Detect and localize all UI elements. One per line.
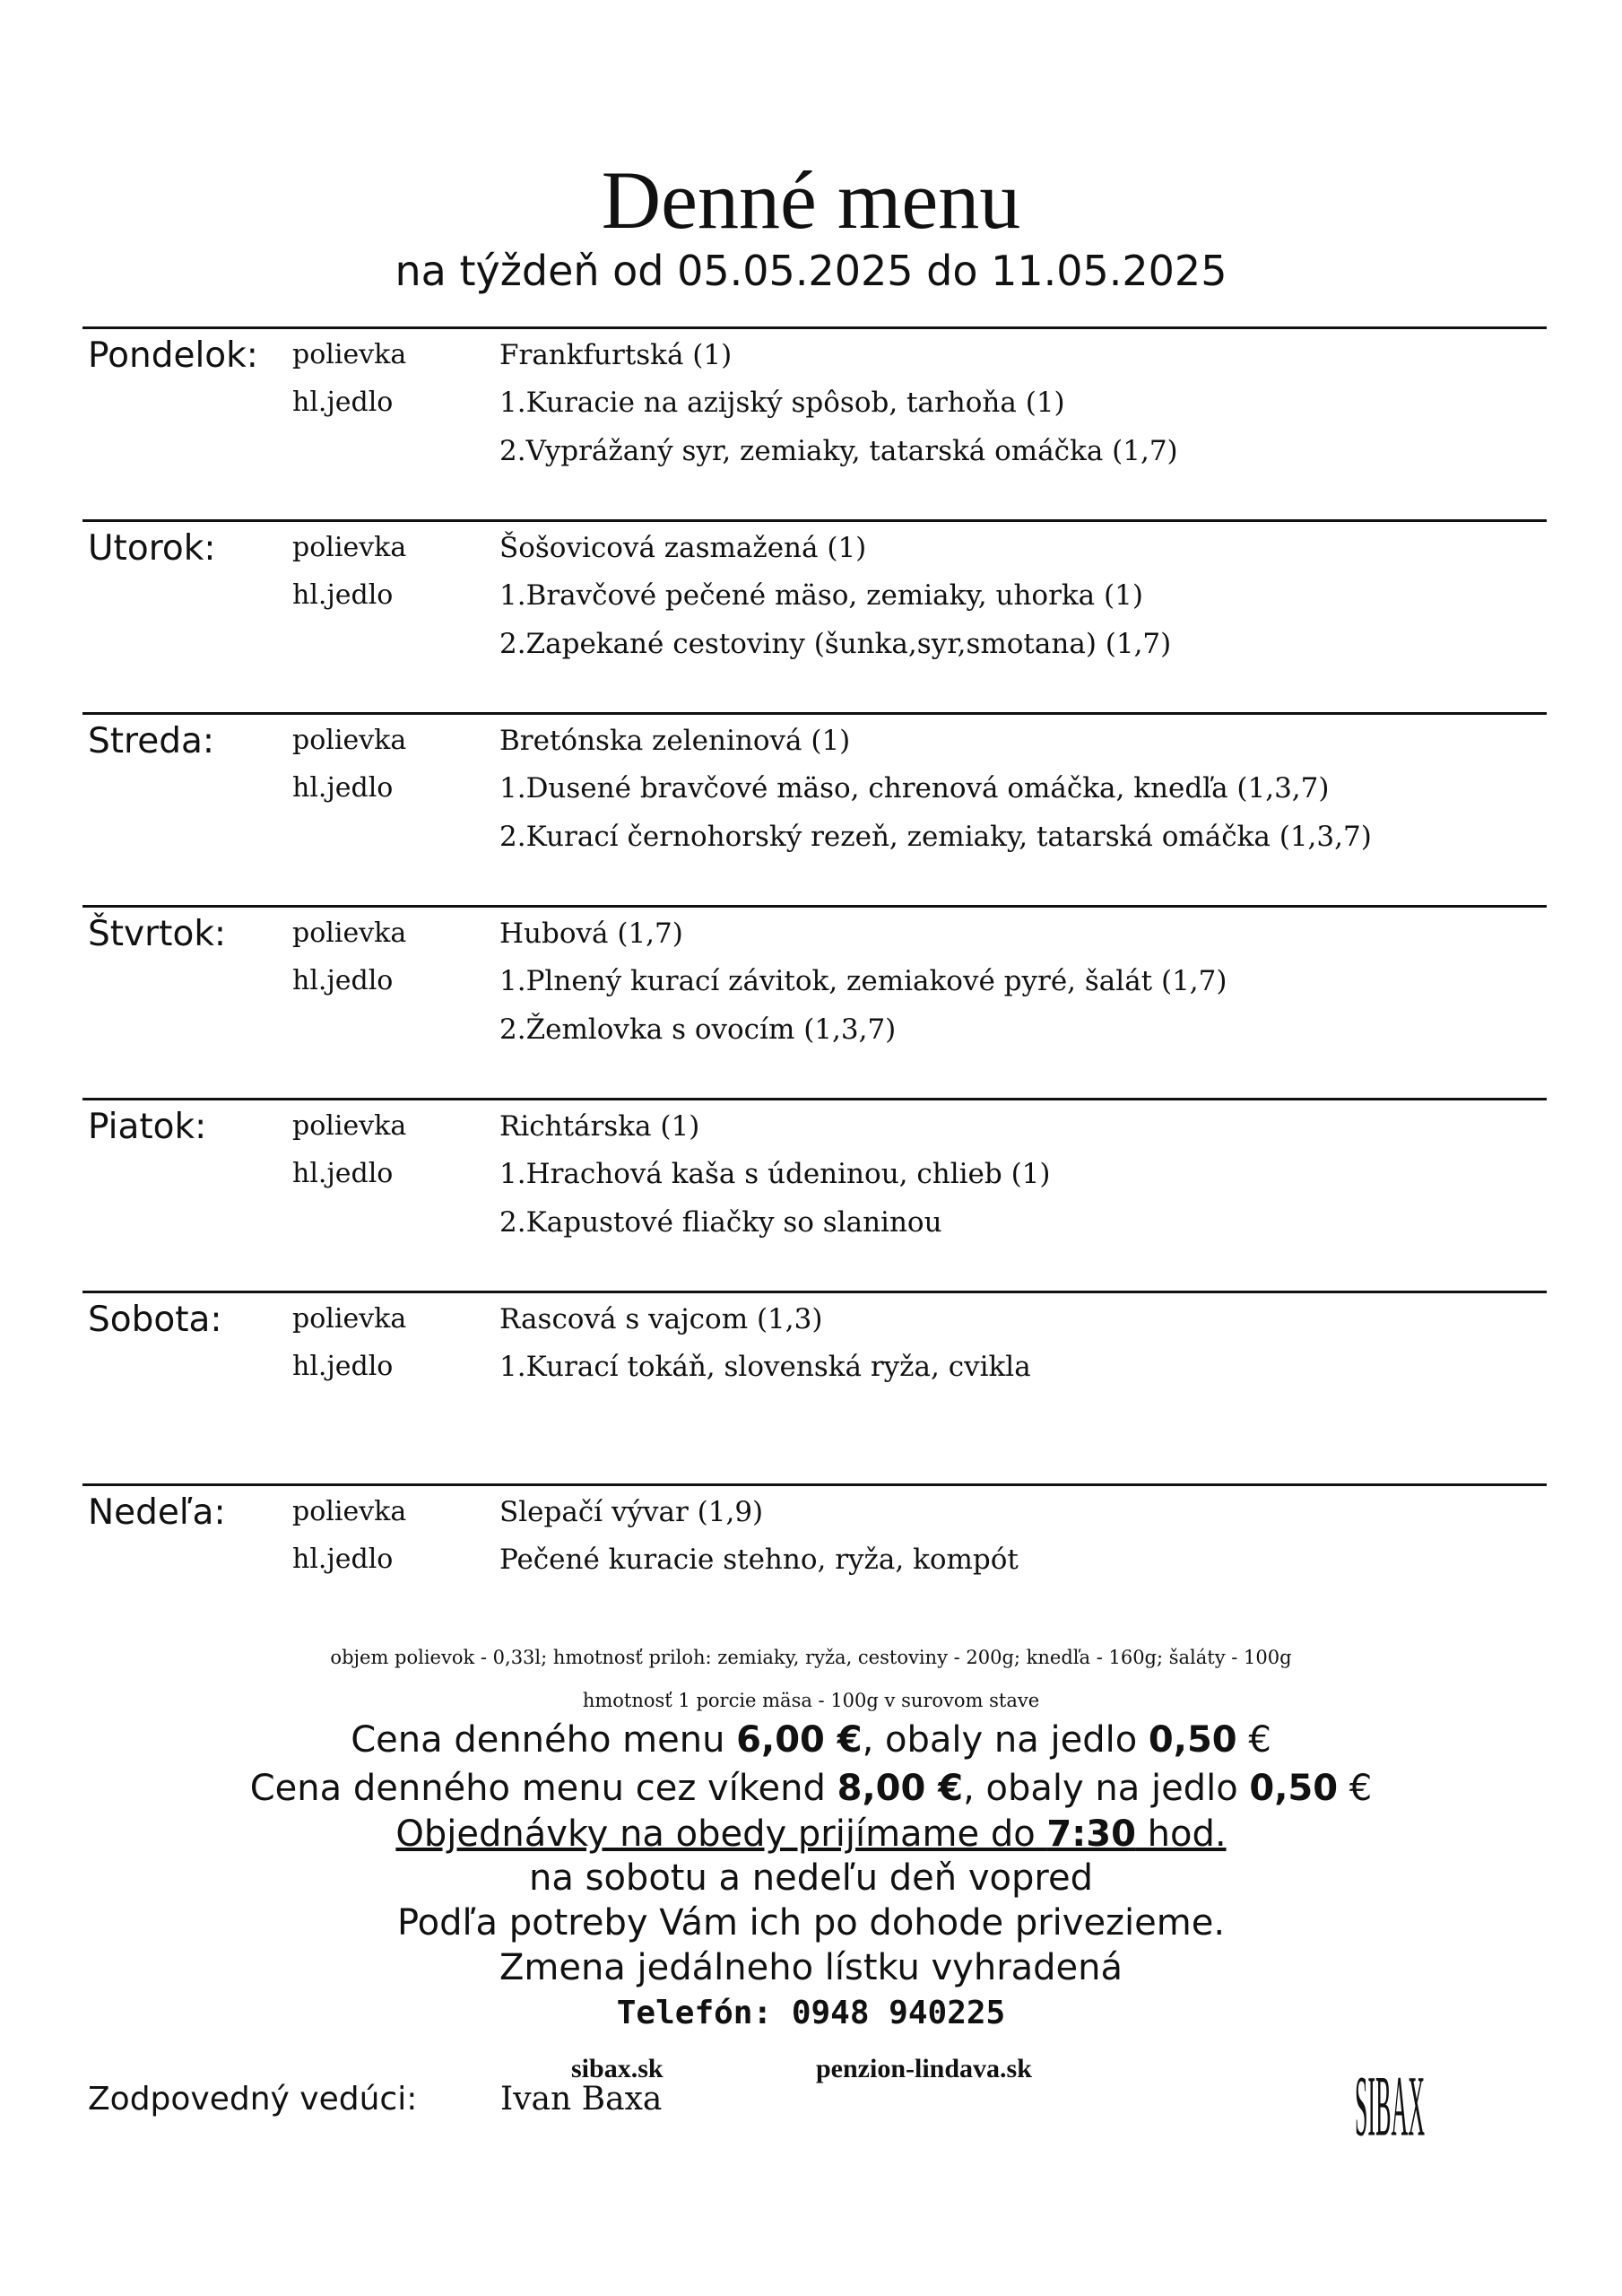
soup-item: Frankfurtská (1) — [499, 339, 733, 371]
day-saturday — [82, 1291, 1547, 1483]
main-item-1: Pečené kuracie stehno, ryža, kompót — [499, 1544, 1019, 1576]
main-item-2: 2.Vyprážaný syr, zemiaky, tatarská omáčka (1,7) — [499, 435, 1178, 467]
main-item-2: 2.Žemlovka s ovocím (1,3,7) — [499, 1013, 897, 1046]
soup-label: polievka — [292, 918, 407, 949]
main-item-1: 1.Kurací tokáň, slovenská ryža, cvikla — [499, 1351, 1031, 1383]
day-name: Sobota: — [88, 1300, 222, 1340]
day-tuesday — [82, 519, 1547, 712]
main-label: hl.jedlo — [292, 1351, 394, 1382]
main-item-1: 1.Bravčové pečené mäso, zemiaky, uhorka (1) — [499, 579, 1143, 612]
logo-text: SIBAX — [1354, 2058, 1426, 2155]
meat-weight-note: hmotnosť 1 porcie mäsa - 100g v surovom stave — [582, 1690, 1040, 1711]
delivery-note: Podľa potreby Vám ich po dohode privezieme. — [396, 1902, 1226, 1944]
soup-label: polievka — [292, 532, 407, 563]
day-name: Streda: — [88, 721, 215, 761]
weekend-price: 8,00 € — [837, 1768, 964, 1809]
weekly-menu — [82, 326, 1547, 1676]
main-item-2: 2.Kapustové fliačky so slaninou — [499, 1206, 942, 1239]
main-label: hl.jedlo — [292, 579, 394, 611]
main-label: hl.jedlo — [292, 965, 394, 996]
main-label: hl.jedlo — [292, 1544, 394, 1575]
phone-number: Telefón: 0948 940225 — [616, 1995, 1006, 2031]
main-label: hl.jedlo — [292, 387, 394, 418]
main-item-1: 1.Plnený kurací závitok, zemiakové pyré, šalát (1,7) — [499, 965, 1227, 997]
day-name: Piatok: — [88, 1107, 207, 1147]
soup-label: polievka — [292, 725, 407, 756]
responsible-manager-name: Ivan Baxa — [500, 2081, 663, 2118]
day-name: Nedeľa: — [88, 1492, 226, 1533]
soup-item: Rascová s vajcom (1,3) — [499, 1303, 823, 1335]
day-name: Pondelok: — [88, 335, 258, 376]
main-item-1: 1.Kuracie na azijský spôsob, tarhoňa (1) — [499, 387, 1065, 419]
main-item-1: 1.Dusené bravčové mäso, chrenová omáčka, knedľa (1,3,7) — [499, 772, 1330, 804]
soup-label: polievka — [292, 1303, 407, 1335]
link-sibax[interactable]: sibax.sk — [571, 2054, 664, 2083]
main-item-1: 1.Hrachová kaša s údeninou, chlieb (1) — [499, 1158, 1051, 1190]
day-thursday — [82, 905, 1547, 1098]
link-penzion-lindava[interactable]: penzion-lindava.sk — [816, 2054, 1032, 2083]
soup-item: Bretónska zeleninová (1) — [499, 725, 851, 757]
weekend-packaging-price: 0,50 — [1249, 1768, 1339, 1809]
day-monday — [82, 326, 1547, 519]
soup-item: Slepačí vývar (1,9) — [499, 1496, 764, 1528]
weekday-price: 6,00 € — [736, 1719, 863, 1761]
weekend-price-line: Cena denného menu cez víkend 8,00 €, obaly na jedlo 0,50 € — [249, 1768, 1373, 1809]
weekday-price-line: Cena denného menu 6,00 €, obaly na jedlo 0,50 € — [351, 1719, 1271, 1761]
menu-change-note: Zmena jedálneho lístku vyhradená — [499, 1947, 1123, 1988]
soup-label: polievka — [292, 1496, 407, 1527]
page-title: Denné menu — [601, 154, 1021, 246]
main-label: hl.jedlo — [292, 1158, 394, 1189]
main-label: hl.jedlo — [292, 772, 394, 804]
responsible-manager-label: Zodpovedný vedúci: — [88, 2081, 418, 2118]
day-name: Utorok: — [88, 528, 216, 569]
order-deadline: Objednávky na obedy prijímame do 7:30 hod. — [395, 1813, 1227, 1855]
sibax-logo — [1345, 1973, 1435, 2155]
day-name: Štvrtok: — [88, 914, 227, 954]
portion-note: objem polievok - 0,33l; hmotnosť priloh: zemiaky, ryža, cestoviny - 200g; knedľa - 160g; šaláty - 100g — [330, 1647, 1292, 1668]
main-item-2: 2.Kurací černohorský rezeň, zemiaky, tatarská omáčka (1,3,7) — [499, 821, 1372, 853]
order-time: 7:30 — [1046, 1813, 1136, 1855]
day-friday — [82, 1098, 1547, 1291]
main-item-2: 2.Zapekané cestoviny (šunka,syr,smotana) (1,7) — [499, 628, 1172, 660]
week-range: na týždeň od 05.05.2025 do 11.05.2025 — [395, 247, 1227, 295]
soup-label: polievka — [292, 1110, 407, 1142]
soup-item: Šošovicová zasmažená (1) — [499, 532, 867, 564]
soup-item: Richtárska (1) — [499, 1110, 700, 1143]
weekend-order-note: na sobotu a nedeľu deň vopred — [529, 1857, 1093, 1899]
weekday-packaging-price: 0,50 — [1148, 1719, 1237, 1761]
soup-item: Hubová (1,7) — [499, 918, 683, 950]
day-wednesday — [82, 712, 1547, 905]
soup-label: polievka — [292, 339, 407, 370]
